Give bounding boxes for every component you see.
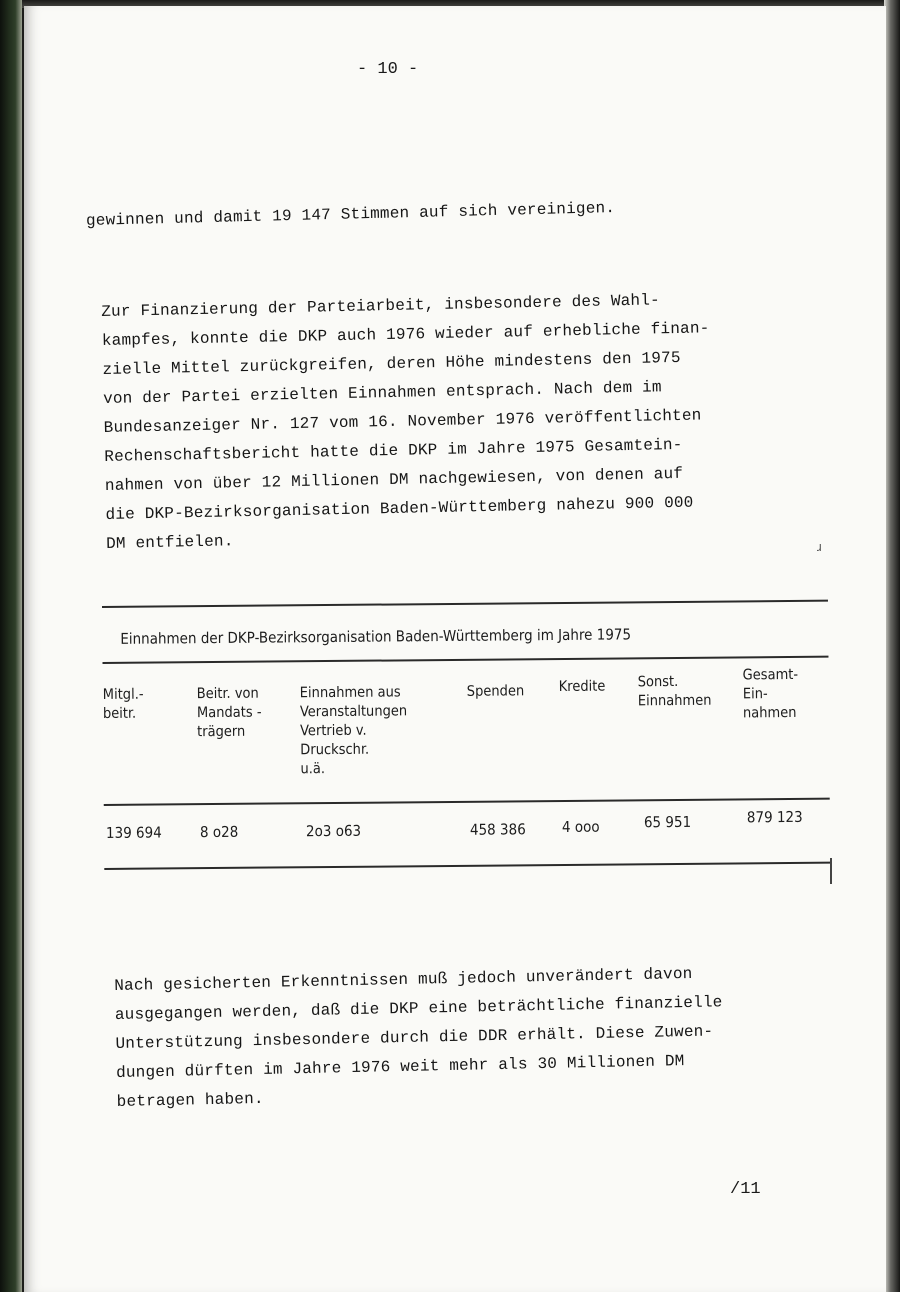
table-rule-title [102,656,828,664]
text-line: Bundesanzeiger Nr. 127 vom 16. November 1976 veröffentlichten [103,406,702,437]
text-line: von der Partei erzielten Einnahmen entsprach. Nach dem im [102,378,662,408]
text-line: zielle Mittel zurückgreifen, deren Höhe mindestens den 1975 [102,348,681,379]
next-page-reference: /11 [730,1180,761,1199]
header-mitgliedsbeitraege: Mitgl.- beitr. [102,686,144,722]
table-rule-bottom [104,862,830,870]
paragraph-ddr-support [114,959,725,1117]
table-rule-top [102,600,828,608]
header-sonstige-einnahmen: Sonst. Einnahmen [637,673,712,710]
text-line: dungen dürften im Jahre 1976 weit mehr als 30 Millionen DM [115,1052,685,1082]
value-mandatstraeger: 8 o28 [199,822,239,842]
header-spenden: Spenden [466,683,525,700]
income-table [102,600,831,896]
text-line: Unterstützung insbesondere durch die DDR erhält. Diese Zuwen- [115,1022,714,1053]
text-line: die DKP-Bezirksorganisation Baden-Württemberg nahezu 900 000 [105,493,694,524]
header-mandatstraeger: Beitr. von Mandats - trägern [196,685,262,741]
document-page [24,6,886,1292]
text-line: betragen haben. [116,1089,264,1111]
paragraph-continuation: gewinnen und damit 19 147 Stimmen auf sich vereinigen. [85,199,616,230]
text-line: Rechenschaftsbericht hatte die DKP im Jahre 1975 Gesamtein- [104,435,683,466]
book-binding-edge [0,0,22,1292]
paragraph-financing [101,285,714,559]
margin-tick-mark: ɹ [817,540,822,554]
header-kredite: Kredite [558,678,606,696]
table-rule-header [104,798,830,806]
text-line: DM entfielen. [105,532,234,553]
table-title: Einnahmen der DKP-Bezirksorganisation Baden-Württemberg im Jahre 1975 [120,625,632,648]
text-line: ausgegangen werden, daß die DKP eine beträchtliche finanzielle [114,993,723,1024]
value-spenden: 458 386 [469,820,526,839]
value-mitgliedsbeitraege: 139 694 [105,823,162,842]
header-gesamteinnahmen: Gesamt- Ein- nahmen [742,666,799,722]
text-line: Zur Finanzierung der Parteiarbeit, insbesondere des Wahl- [101,291,661,321]
page-number: - 10 - [357,60,419,79]
value-sonstige-einnahmen: 65 951 [643,812,692,832]
text-line: nahmen von über 12 Millionen DM nachgewiesen, von denen auf [104,464,684,495]
value-gesamteinnahmen: 879 123 [746,807,803,827]
scan-right-edge [884,0,900,1292]
table-edge-mark [830,858,832,884]
value-kredite: 4 ooo [561,817,600,836]
text-line: Nach gesicherten Erkenntnissen muß jedoch unverändert davon [114,964,693,995]
value-veranstaltungen: 2o3 o63 [305,821,362,841]
header-veranstaltungen: Einnahmen aus Veranstaltungen Vertrieb v. Druckschr. u.ä. [299,684,408,778]
text-line: kampfes, konnte die DKP auch 1976 wieder auf erhebliche finan- [101,319,710,350]
